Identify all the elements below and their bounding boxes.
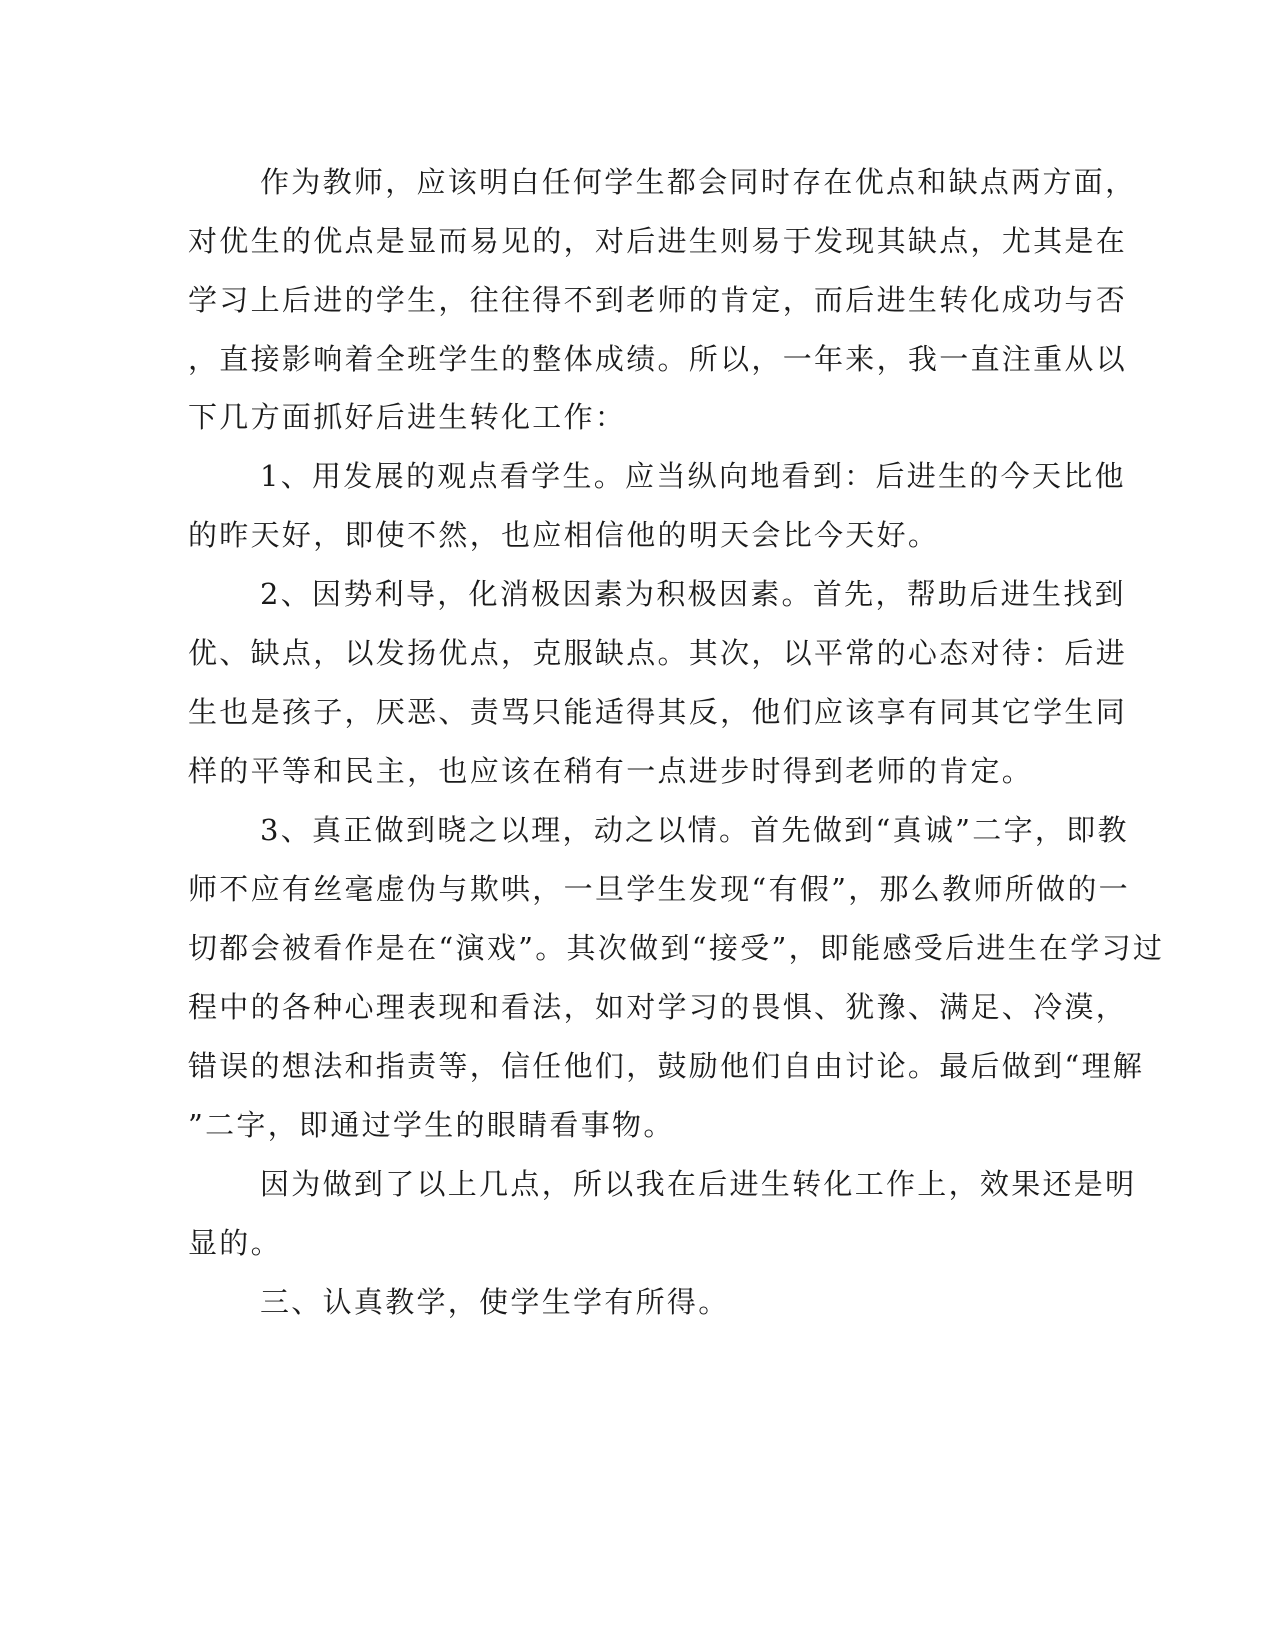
conclusion-line-2: 显的。 (188, 1226, 282, 1260)
item-1-line-2: 的昨天好，即使不然，也应相信他的明天会比今天好。 (188, 518, 940, 552)
item-2-line-2: 优、缺点，以发扬优点，克服缺点。其次，以平常的心态对待：后进 (188, 636, 1128, 670)
item-2-line-4: 样的平等和民主，也应该在稍有一点进步时得到老师的肯定。 (188, 754, 1034, 788)
paragraph-1-line-2: 对优生的优点是显而易见的，对后进生则易于发现其缺点，尤其是在 (188, 224, 1128, 258)
section-heading: 三、认真教学，使学生学有所得。 (260, 1285, 730, 1319)
paragraph-1-line-1: 作为教师，应该明白任何学生都会同时存在优点和缺点两方面， (260, 165, 1137, 199)
paragraph-1-line-4: ，直接影响着全班学生的整体成绩。所以，一年来，我一直注重从以 (188, 342, 1128, 376)
paragraph-1-line-3: 学习上后进的学生，往往得不到老师的肯定，而后进生转化成功与否 (188, 283, 1128, 317)
item-2-line-3: 生也是孩子，厌恶、责骂只能适得其反，他们应该享有同其它学生同 (188, 695, 1128, 729)
item-3-line-5: 错误的想法和指责等，信任他们，鼓励他们自由讨论。最后做到“理解 (188, 1049, 1145, 1083)
item-3-line-3: 切都会被看作是在“演戏”。其次做到“接受”，即能感受后进生在学习过 (188, 931, 1165, 965)
item-3-line-6: ”二字，即通过学生的眼睛看事物。 (188, 1108, 675, 1142)
item-3-line-4: 程中的各种心理表现和看法，如对学习的畏惧、犹豫、满足、冷漠， (188, 990, 1128, 1024)
item-2-line-1: 2、因势利导，化消极因素为积极因素。首先，帮助后进生找到 (260, 577, 1126, 611)
item-1-line-1: 1、用发展的观点看学生。应当纵向地看到：后进生的今天比他 (260, 459, 1126, 493)
item-3-line-2: 师不应有丝毫虚伪与欺哄，一旦学生发现“有假”，那么教师所做的一 (188, 872, 1130, 906)
paragraph-1-line-5: 下几方面抓好后进生转化工作： (188, 400, 627, 434)
item-3-line-1: 3、真正做到晓之以理，动之以情。首先做到“真诚”二字，即教 (260, 813, 1129, 847)
conclusion-line-1: 因为做到了以上几点，所以我在后进生转化工作上，效果还是明 (260, 1167, 1137, 1201)
